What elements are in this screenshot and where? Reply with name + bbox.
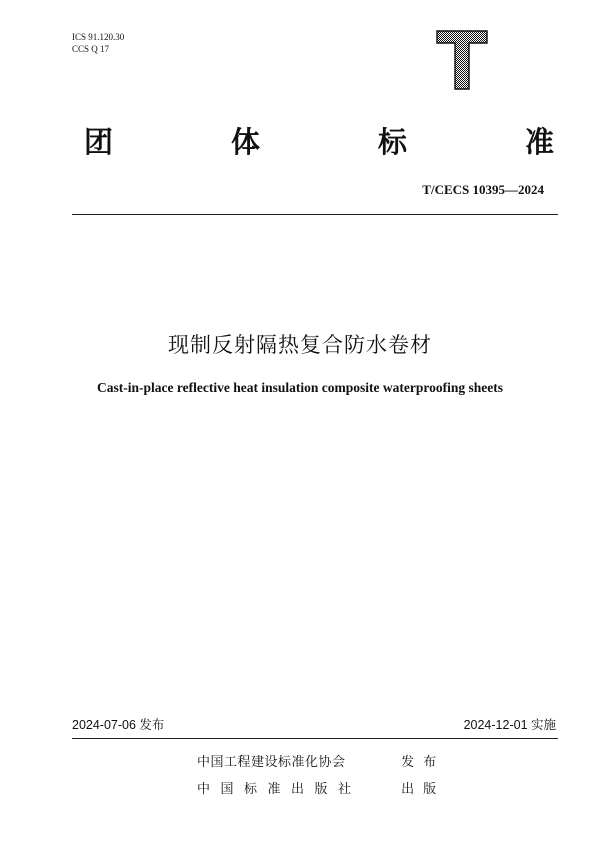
publish-date: 2024-07-06 发布 — [72, 718, 165, 732]
classification-codes — [72, 31, 124, 55]
title-english: Cast-in-place reflective heat insulation composite waterproofing sheets — [97, 380, 503, 395]
bottom-divider — [72, 738, 558, 739]
issuer-action: 发布 — [401, 755, 446, 770]
issuer-row — [197, 778, 445, 797]
standard-type-char: 准 — [524, 125, 554, 159]
standard-logo-t — [436, 30, 488, 90]
title-chinese: 现制反射隔热复合防水卷材 — [168, 333, 432, 357]
ics-code: ICS 91.120.30 — [72, 32, 125, 42]
standard-type-heading — [84, 120, 554, 161]
t-logo-icon — [436, 30, 488, 90]
standard-type-char: 团 — [84, 125, 114, 159]
standard-type-char: 标 — [377, 125, 407, 159]
issuer-row — [197, 751, 445, 770]
issuer-name: 中国工程建设标准化协会 — [197, 755, 346, 770]
implement-date: 2024-12-01 实施 — [463, 718, 556, 732]
standard-number: T/CECS 10395—2024 — [422, 182, 544, 197]
issuer-name: 中国标准出版社 — [197, 782, 362, 797]
ccs-code: CCS Q 17 — [72, 44, 110, 54]
standard-type-char: 体 — [230, 125, 260, 159]
issuer-action: 出版 — [401, 782, 446, 797]
top-divider — [72, 214, 558, 215]
